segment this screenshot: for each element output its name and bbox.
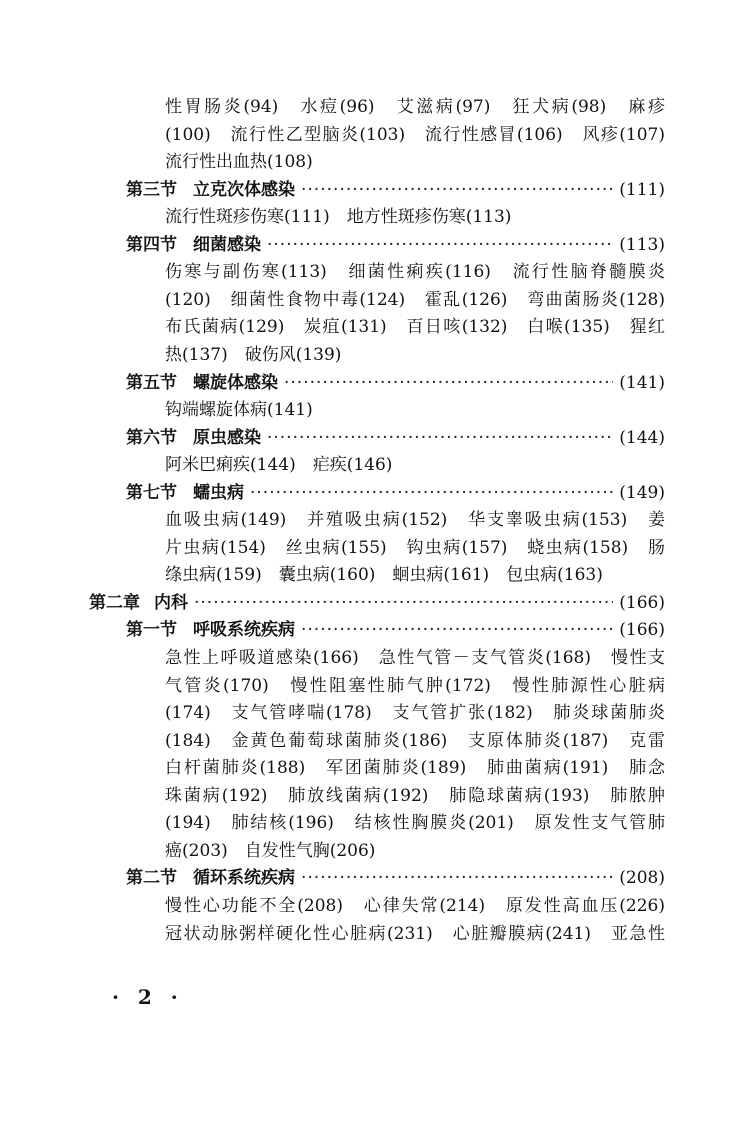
toc-section-heading: [126, 865, 665, 892]
section-title: 原虫感染: [193, 427, 261, 448]
leader-dots: [194, 590, 613, 617]
toc-entry-text: 性胃肠炎(94) 水痘(96) 艾滋病(97) 狂犬病(98) 麻疹: [165, 97, 665, 117]
leader-dots: [301, 865, 613, 892]
toc-entry-text: (100) 流行性乙型脑炎(103) 流行性感冒(106) 风疹(107): [165, 124, 665, 145]
toc-entry-text: 热(137) 破伤风(139): [165, 344, 342, 365]
toc-entry-text: (194) 肺结核(196) 结核性胸膜炎(201) 原发性支气管肺: [165, 813, 665, 834]
section-title: 螺旋体感染: [193, 372, 278, 393]
toc-entry-text: 珠菌病(192) 肺放线菌病(192) 肺隐球菌病(193) 肺脓肿: [165, 785, 665, 806]
leader-dots: [284, 370, 613, 397]
toc-entry-text: 流行性斑疹伤寒(111) 地方性斑疹伤寒(113): [165, 207, 512, 228]
toc-entry-text: 冠状动脉粥样硬化性心脏病(231) 心脏瓣膜病(241) 亚急性: [165, 923, 665, 944]
section-title: 细菌感染: [193, 234, 261, 255]
toc-entry-text: 伤寒与副伤寒(113) 细菌性痢疾(116) 流行性脑脊髓膜炎: [165, 262, 665, 283]
toc-section-heading: [126, 480, 665, 507]
section-label: 第七节: [126, 482, 177, 503]
toc-entry-text: 血吸虫病(149) 并殖吸虫病(152) 华支睾吸虫病(153) 姜: [165, 510, 665, 531]
toc-entry-text: 急性上呼吸道感染(166) 急性气管－支气管炎(168) 慢性支: [165, 648, 665, 668]
toc-section-heading: [126, 232, 665, 259]
leader-dots: [250, 480, 613, 507]
toc-section-heading: [126, 425, 665, 452]
section-label: 第六节: [126, 427, 177, 448]
section-label: 第二节: [126, 868, 177, 889]
section-page-number: (208): [619, 868, 665, 889]
section-label: 第三节: [126, 179, 177, 200]
leader-dots: [301, 617, 613, 644]
chapter-label: 第二章: [89, 592, 140, 613]
toc-entry-text: 片虫病(154) 丝虫病(155) 钩虫病(157) 蛲虫病(158) 肠: [165, 537, 665, 558]
toc-section-heading: [126, 617, 665, 644]
section-page-number: (149): [619, 482, 665, 503]
section-label: 第五节: [126, 372, 177, 393]
chapter-title: 内科: [154, 592, 188, 613]
toc-chapter-heading: [89, 590, 665, 617]
toc-entry-text: 癌(203) 自发性气胸(206): [165, 840, 376, 861]
toc-entry-text: 绦虫病(159) 囊虫病(160) 蛔虫病(161) 包虫病(163): [165, 565, 603, 586]
section-title: 蠕虫病: [193, 482, 244, 503]
toc-entry-text: (120) 细菌性食物中毒(124) 霍乱(126) 弯曲菌肠炎(128): [165, 289, 665, 310]
toc-section-heading: [126, 370, 665, 397]
section-label: 第一节: [126, 620, 177, 641]
leader-dots: [267, 425, 613, 452]
toc-entry-text: 布氏菌病(129) 炭疽(131) 百日咳(132) 白喉(135) 猩红: [165, 317, 665, 338]
toc-entry-text: 慢性心功能不全(208) 心律失常(214) 原发性高血压(226): [165, 895, 665, 916]
section-title: 立克次体感染: [193, 179, 295, 200]
section-page-number: (144): [619, 427, 665, 448]
section-title: 循环系统疾病: [193, 868, 295, 889]
leader-dots: [267, 232, 613, 259]
section-page-number: (111): [619, 179, 665, 200]
toc-entry-text: 白杆菌肺炎(188) 军团菌肺炎(189) 肺曲菌病(191) 肺念: [165, 758, 665, 779]
toc-entry-text: 气管炎(170) 慢性阻塞性肺气肿(172) 慢性肺源性心脏病: [165, 675, 665, 696]
toc-entry-text: 流行性出血热(108): [165, 152, 313, 173]
section-title: 呼吸系统疾病: [193, 620, 295, 641]
toc-entry-text: 阿米巴痢疾(144) 疟疾(146): [165, 455, 393, 476]
toc-entry-text: (184) 金黄色葡萄球菌肺炎(186) 支原体肺炎(187) 克雷: [165, 730, 665, 751]
section-page-number: (113): [619, 234, 665, 255]
toc-section-heading: [126, 177, 665, 204]
page-number: · 2 ·: [112, 985, 184, 1009]
section-page-number: (141): [619, 372, 665, 393]
toc-entry-text: 钩端螺旋体病(141): [165, 400, 313, 421]
leader-dots: [301, 177, 613, 204]
section-label: 第四节: [126, 234, 177, 255]
toc-entry-text: (174) 支气管哮喘(178) 支气管扩张(182) 肺炎球菌肺炎: [165, 703, 665, 724]
chapter-page-number: (166): [619, 592, 665, 613]
section-page-number: (166): [619, 620, 665, 641]
